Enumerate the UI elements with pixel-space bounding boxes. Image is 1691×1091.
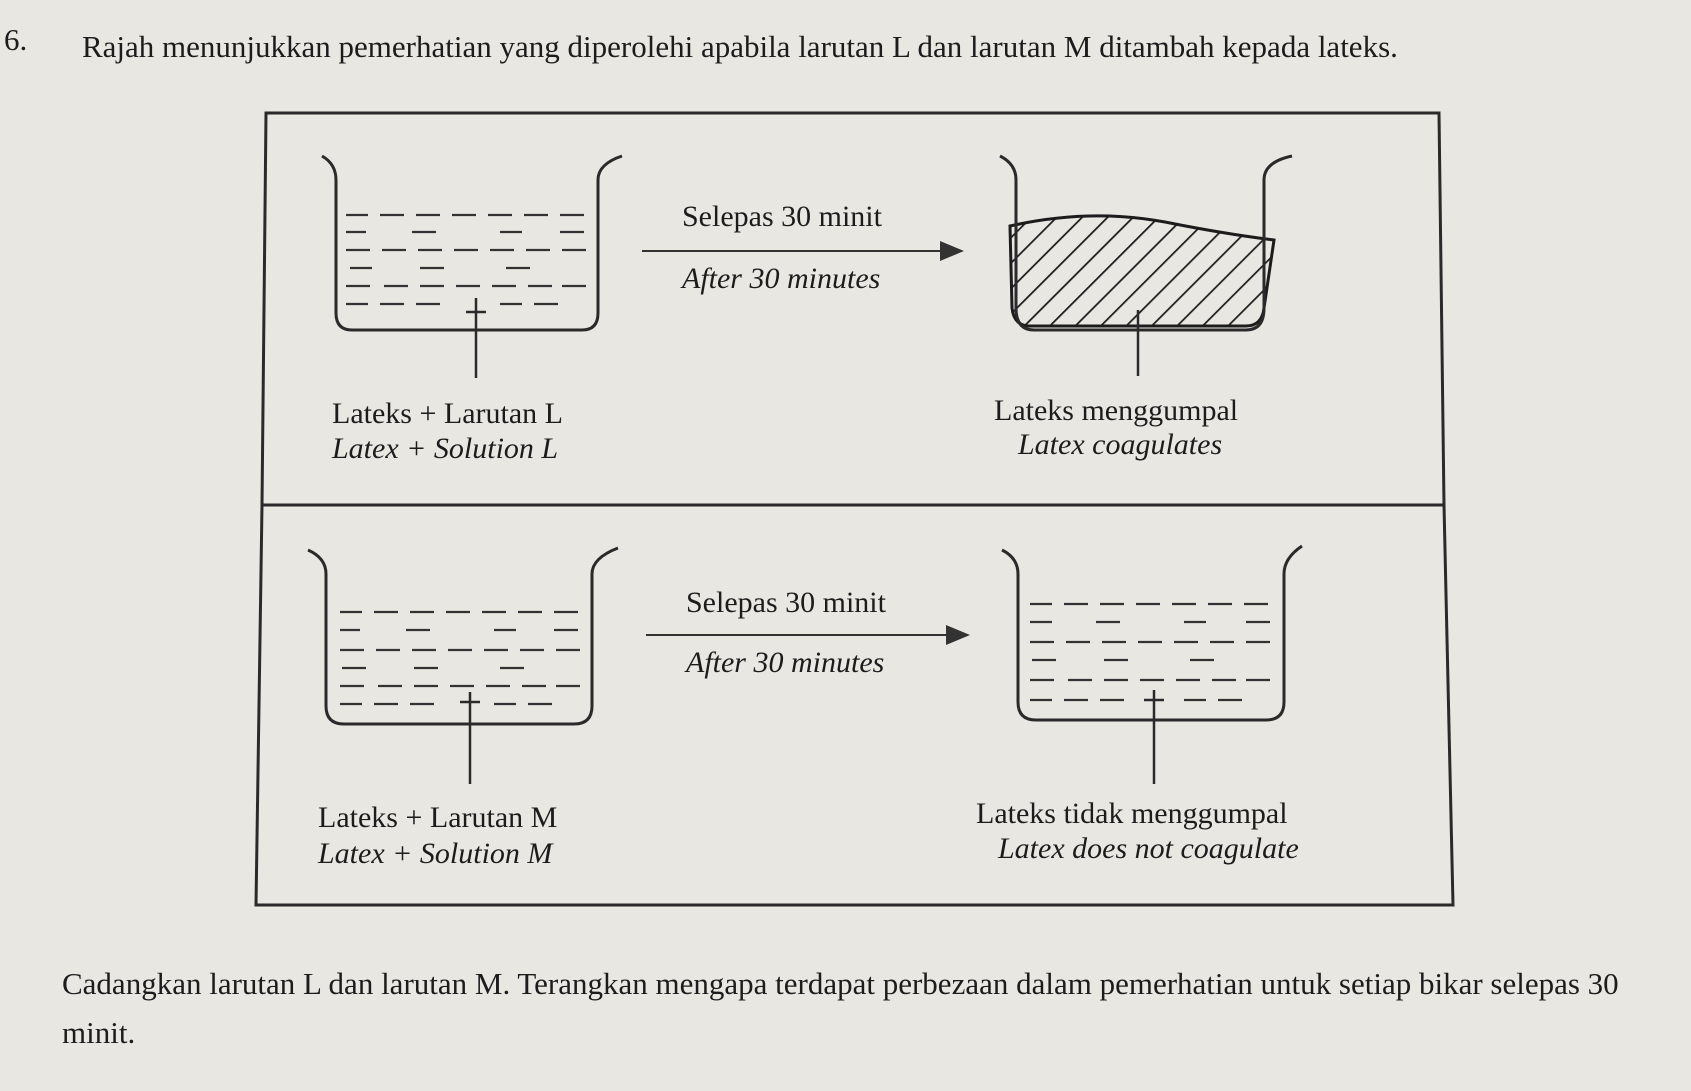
label-latex-solution-l-ms: Lateks + Larutan L [332,397,563,430]
question-number: 6. [4,22,28,57]
arrow-label-bottom-en: After 30 minutes [686,646,885,679]
beaker-latex-solution-l [322,156,622,378]
label-latex-solution-m-ms: Lateks + Larutan M [318,801,558,834]
label-latex-solution-l-en: Latex + Solution L [332,432,559,465]
label-latex-solution-m-en: Latex + Solution M [318,837,553,870]
question-stem: Rajah menunjukkan pemerhatian yang diperolehi apabila larutan L dan larutan M ditambah kepada lateks. [82,29,1398,64]
label-latex-coagulates-en: Latex coagulates [1018,428,1223,461]
arrow-label-top-ms: Selepas 30 minit [682,200,882,233]
liquid-dashes [1030,604,1270,700]
label-latex-not-coagulate-en: Latex does not coagulate [998,832,1299,865]
label-latex-not-coagulate-ms: Lateks tidak menggumpal [976,797,1288,830]
beaker-coagulated-latex [1000,156,1292,376]
beaker-uncoagulated-latex [1002,546,1302,784]
liquid-dashes [346,215,586,304]
liquid-dashes [340,612,580,704]
label-latex-coagulates-ms: Lateks menggumpal [994,394,1239,427]
beaker-latex-solution-m [308,548,618,784]
arrow-label-bottom-ms: Selepas 30 minit [686,586,886,619]
arrow-label-top-en: After 30 minutes [682,262,881,295]
question-instruction: Cadangkan larutan L dan larutan M. Terangkan mengapa terdapat perbezaan dalam pemerhatian untuk setiap bikar selepas 30 minit. [62,966,1619,1050]
